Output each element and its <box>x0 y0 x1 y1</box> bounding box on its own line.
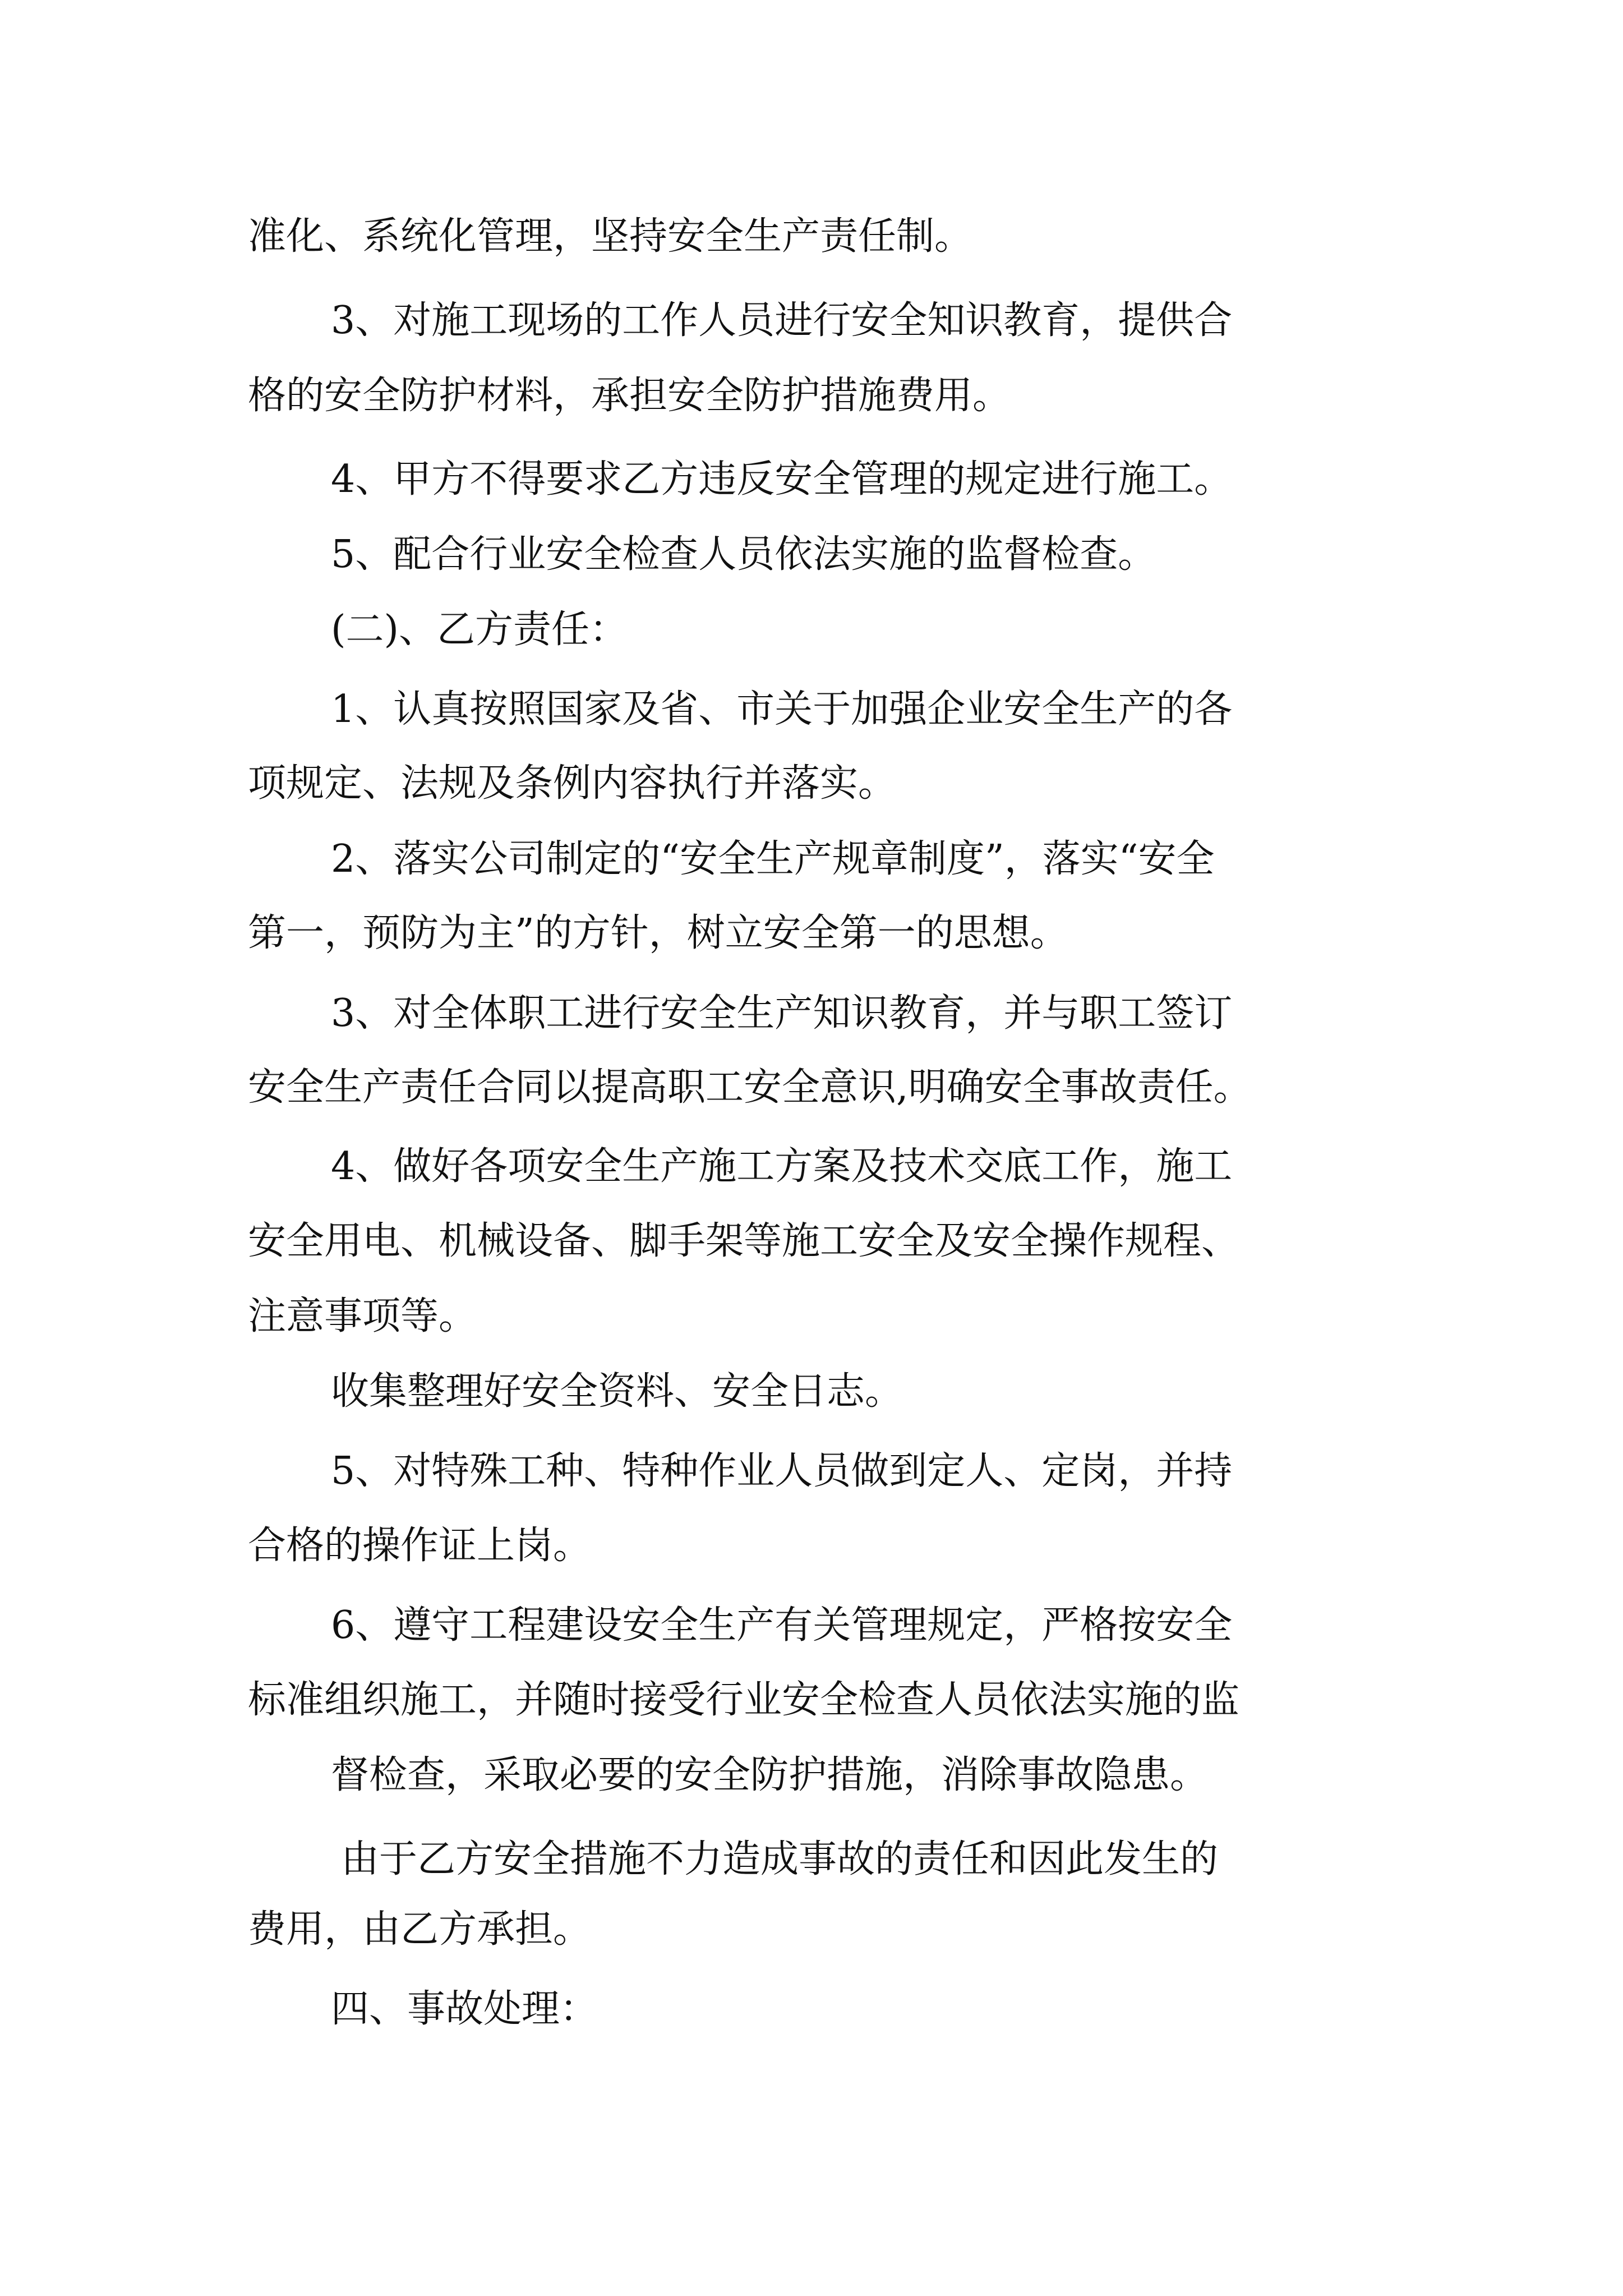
text-line: 督检查，采取必要的安全防护措施，消除事故隐患。 <box>331 1753 1209 1797</box>
text-line: 合格的操作证上岗。 <box>248 1524 592 1568</box>
text-line: 5、对特殊工种、特种作业人员做到定人、定岗，并持 <box>331 1449 1233 1493</box>
text-line: 3、对全体职工进行安全生产知识教育，并与职工签订 <box>331 991 1233 1036</box>
text-line: 3、对施工现场的工作人员进行安全知识教育，提供合 <box>331 298 1233 343</box>
text-line: 准化、系统化管理，坚持安全生产责任制。 <box>248 214 973 259</box>
text-line: 费用，由乙方承担。 <box>248 1907 592 1952</box>
text-line: 4、甲方不得要求乙方违反安全管理的规定进行施工。 <box>331 457 1233 501</box>
text-line: 注意事项等。 <box>248 1294 477 1338</box>
text-line: 安全用电、机械设备、脚手架等施工安全及安全操作规程、 <box>248 1219 1240 1263</box>
text-line: 由于乙方安全措施不力造成事故的责任和因此发生的 <box>341 1837 1219 1881</box>
text-line: 4、做好各项安全生产施工方案及技术交底工作，施工 <box>331 1144 1233 1189</box>
text-line: 2、落实公司制定的“安全生产规章制度”，落实“安全 <box>331 837 1215 881</box>
text-line: 项规定、法规及条例内容执行并落实。 <box>248 761 897 806</box>
text-line: 5、配合行业安全检查人员依法实施的监督检查。 <box>331 532 1156 577</box>
text-line: 安全生产责任合同以提高职工安全意识,明确安全事故责任。 <box>248 1065 1252 1110</box>
text-line: 第一，预防为主”的方针，树立安全第一的思想。 <box>248 911 1068 955</box>
section-heading: (二)、乙方责任： <box>331 608 628 652</box>
text-line: 6、遵守工程建设安全生产有关管理规定，严格按安全 <box>331 1603 1233 1648</box>
text-line: 1、认真按照国家及省、市关于加强企业安全生产的各 <box>331 687 1233 731</box>
text-line: 标准组织施工，并随时接受行业安全检查人员依法实施的监 <box>248 1678 1240 1722</box>
text-line: 收集整理好安全资料、安全日志。 <box>331 1369 903 1414</box>
text-line: 格的安全防护材料，承担安全防护措施费用。 <box>248 374 1011 418</box>
section-heading: 四、事故处理： <box>331 1987 598 2031</box>
